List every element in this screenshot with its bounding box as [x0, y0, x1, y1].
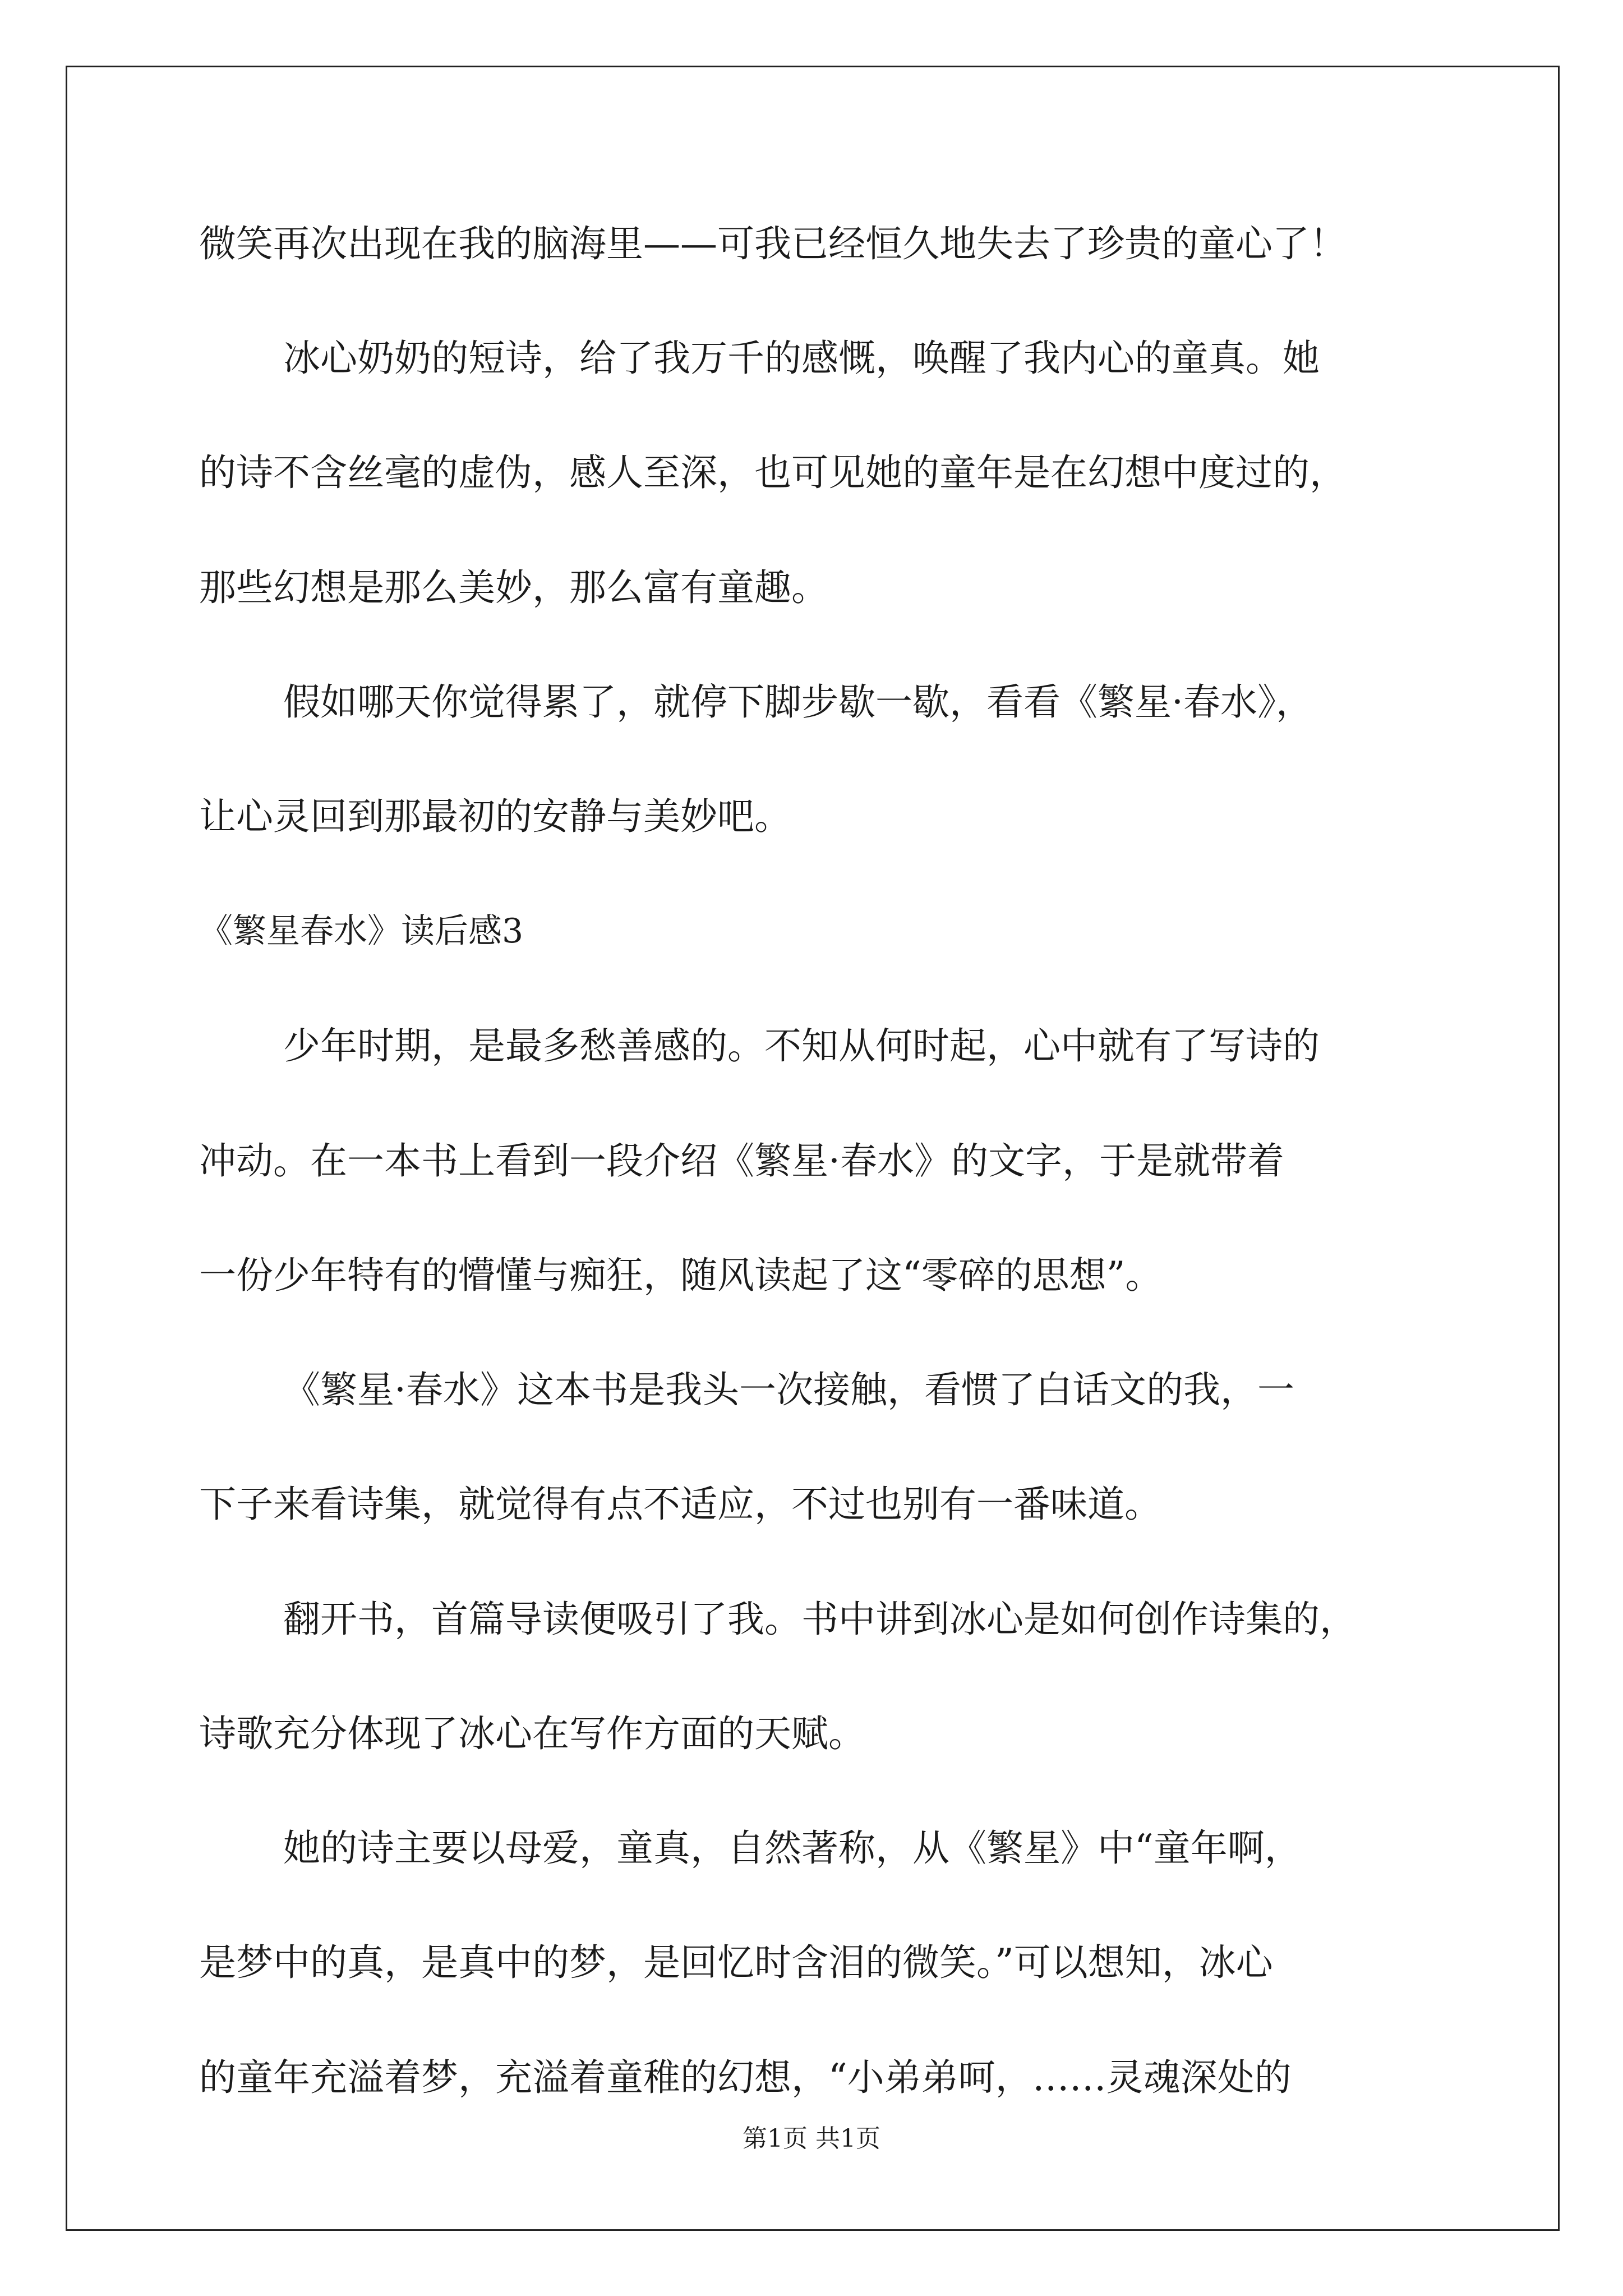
text-line: 一份少年特有的懵懂与痴狂，随风读起了这“零碎的思想”。 — [199, 1254, 1163, 1297]
text-line: 《繁星·春水》这本书是我头一次接触，看惯了白话文的我，一 — [283, 1368, 1294, 1411]
text-line: 让心灵回到那最初的安静与美妙吧。 — [199, 795, 791, 838]
text-line: 冲动。在一本书上看到一段介绍《繁星·春水》的文字，于是就带着 — [199, 1139, 1284, 1182]
text-line: 是梦中的真，是真中的梦，是回忆时含泪的微笑。”可以想知，冰心 — [199, 1941, 1273, 1984]
text-line: 假如哪天你觉得累了，就停下脚步歇一歇，看看《繁星·春水》， — [283, 680, 1313, 724]
section-heading: 《繁星春水》读后感3 — [199, 912, 524, 951]
page-footer: 第1页 共1页 — [743, 2124, 880, 2153]
text-line: 的童年充溢着梦，充溢着童稚的幻想，“小弟弟呵，……灵魂深处的 — [199, 2056, 1292, 2099]
text-line: 那些幻想是那么美妙，那么富有童趣。 — [199, 566, 828, 609]
text-line: 她的诗主要以母爱，童真，自然著称，从《繁星》中“童年啊， — [283, 1826, 1302, 1870]
text-line: 少年时期，是最多愁善感的。不知从何时起，心中就有了写诗的 — [283, 1024, 1320, 1068]
text-line: 冰心奶奶的短诗，给了我万千的感慨，唤醒了我内心的童真。她 — [283, 337, 1320, 380]
text-line: 下子来看诗集，就觉得有点不适应，不过也别有一番味道。 — [199, 1483, 1161, 1526]
text-line: 的诗不含丝毫的虚伪，感人至深，也可见她的童年是在幻想中度过的， — [199, 451, 1347, 494]
text-line: 微笑再次出现在我的脑海里——可我已经恒久地失去了珍贵的童心了！ — [199, 222, 1347, 265]
text-line: 翻开书，首篇导读便吸引了我。书中讲到冰心是如何创作诗集的， — [283, 1598, 1357, 1641]
text-line: 诗歌充分体现了冰心在写作方面的天赋。 — [199, 1712, 865, 1755]
